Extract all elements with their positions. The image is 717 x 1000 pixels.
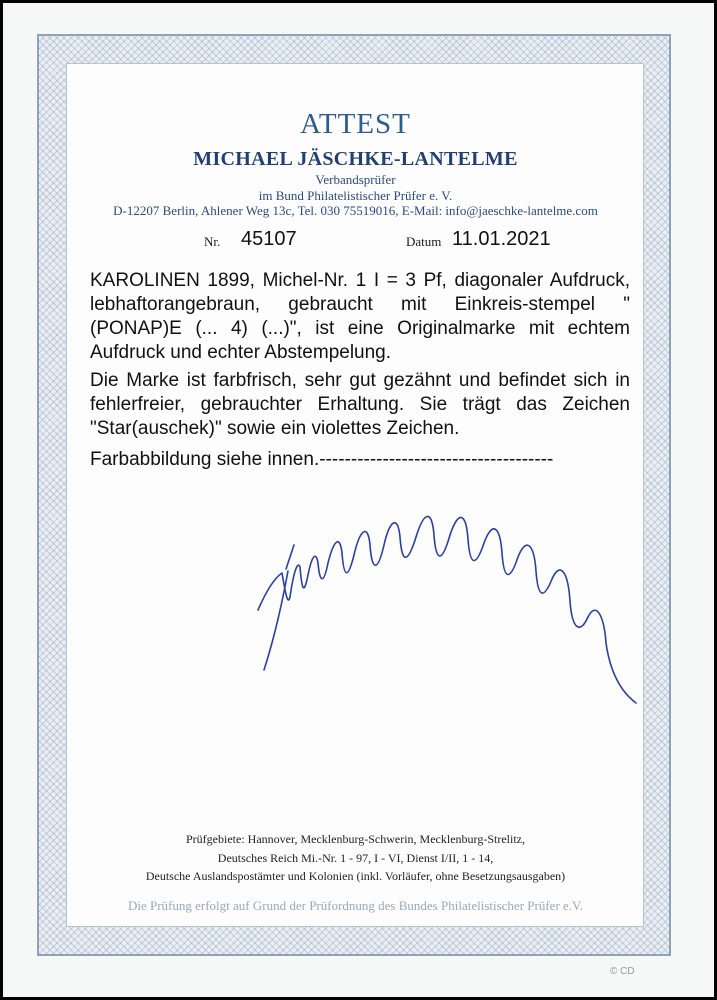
corner-mark: © ϹD [610,966,635,977]
exam-areas-line3: Deutsche Auslandspostämter und Kolonien (inkl. Vorläufer, ohne Besetzungsausgaben) [145,869,566,883]
certificate-title: ATTEST [300,108,411,140]
condition-paragraph: Die Marke ist farbfrisch, sehr gut gezähnt und befindet sich in fehlerfreier, gebrauchter Erhaltung. Sie trägt das Zeichen "Star(auschek)" sowie ein violettes Zeichen. [90,370,630,439]
description-paragraph: KAROLINEN 1899, Michel-Nr. 1 I = 3 Pf, diagonaler Aufdruck, lebhaftorangebraun, gebraucht mit Einkreis-stempel "(PONAP)E (... 4) (...)", ist eine Originalmarke mit echtem Aufdruck und echter Abstempelung. [90,270,630,363]
exam-regulation-note: Die Prüfung erfolgt auf Grund der Prüfordnung des Bundes Philatelistischer Prüfer e.V. [127,898,584,913]
certificate-number: 45107 [241,228,297,250]
date-label: Datum [406,234,442,249]
examiner-address: D-12207 Berlin, Ahlener Weg 13c, Tel. 030 75519016, E-Mail: info@jaeschke-lantelme.com [113,203,598,218]
examiner-association: im Bund Philatelistischer Prüfer e. V. [258,188,453,203]
exam-areas-line2: Deutsches Reich Mi.-Nr. 1 - 97, I - VI, Dienst I/II, 1 - 14, [217,851,494,865]
number-label: Nr. [204,234,221,249]
handwritten-signature [250,505,670,710]
exam-areas-line1: Prüfgebiete: Hannover, Mecklenburg-Schwerin, Mecklenburg-Strelitz, [186,832,525,846]
examiner-role: Verbandsprüfer [315,172,396,187]
examiner-name: MICHAEL JÄSCHKE-LANTELME [193,148,518,170]
color-image-note: Farbabbildung siehe innen.------------------------------------- [90,449,554,470]
certificate-date: 11.01.2021 [452,228,551,250]
